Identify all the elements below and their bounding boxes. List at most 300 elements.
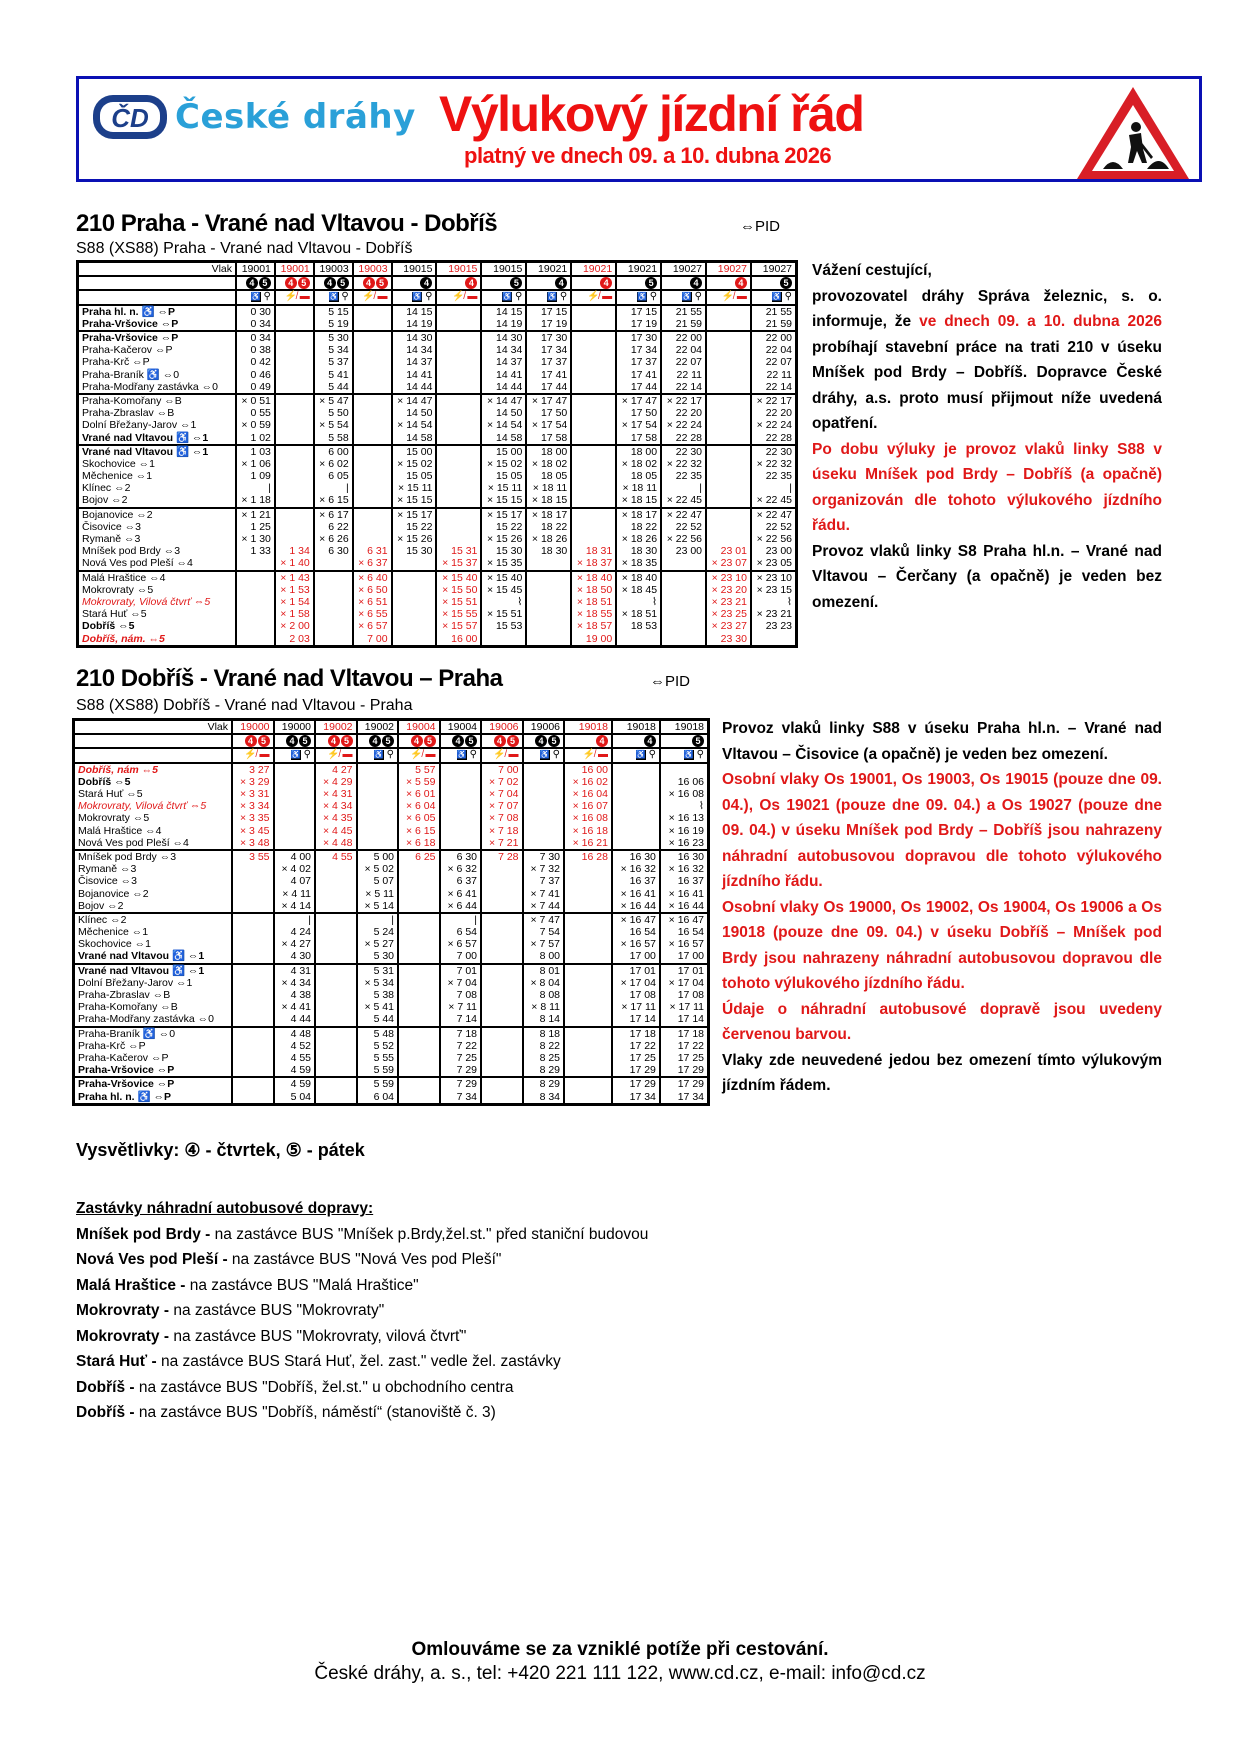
time-cell: 0 34 [236,318,275,331]
wheelchair-icon: ♿ [771,292,782,302]
train-number: 19001 [236,262,275,277]
bus-stop-name: Mokrovraty - [76,1327,174,1345]
time-cell: 7 00 [353,632,392,646]
station-label: Skochovice ⇔1 [78,938,151,951]
time-cell: 17 50 [526,407,571,419]
time-cell [571,482,616,494]
bus-icon: ▬ [595,749,608,761]
time-cell [564,964,612,977]
station-row [74,1077,709,1090]
time-cell: × 5 14 [357,900,399,913]
time-cell [571,521,616,533]
time-cell: 5 04 [274,1090,316,1104]
time-cell [314,584,353,596]
time-cell [236,620,275,632]
time-cell: × 4 45 [315,825,357,837]
time-cell [481,1052,523,1064]
time-cell: 3 55 [232,850,274,863]
bus-stop-item [76,1324,648,1350]
time-cell: × 4 34 [274,977,316,989]
time-cell: 4 52 [274,1040,316,1052]
time-cell: ⌇ [751,596,797,608]
time-cell: 15 05 [481,470,526,482]
station-name [78,369,237,381]
time-cell [436,419,481,431]
table1-pid-badge: ⇔PID [740,218,781,235]
service-icons-cell [275,290,314,304]
day-friday-icon: 5 [382,735,394,747]
time-cell [706,445,751,458]
time-cell: 17 00 [612,950,660,963]
time-cell [526,632,571,646]
time-cell: 4 55 [274,1052,316,1064]
station-name [78,596,237,608]
time-cell [564,1064,612,1077]
time-cell [315,950,357,963]
station-row [78,608,797,620]
time-cell: 22 00 [661,331,706,344]
time-cell [481,875,523,887]
time-cell: × 5 11 [357,887,399,899]
day-thursday-icon: 4 [465,277,477,289]
time-cell: × 16 41 [612,887,660,899]
time-cell [353,394,392,407]
time-cell [436,331,481,344]
time-cell [392,557,437,570]
station-row [78,356,797,368]
time-cell [274,837,316,850]
time-cell: 14 58 [481,431,526,444]
time-cell: 1 33 [236,545,275,557]
time-cell: 17 00 [660,950,709,963]
time-cell [232,938,274,950]
time-cell: 15 05 [392,470,437,482]
time-cell [706,431,751,444]
station-name [78,318,237,331]
time-cell: × 7 08 [481,812,523,824]
time-cell [706,331,751,344]
time-cell: × 1 43 [275,571,314,584]
time-cell [232,964,274,977]
time-cell [357,788,399,800]
table2-title: 210 Dobříš - Vrané nad Vltavou – Praha [76,665,503,692]
time-cell: 0 42 [236,356,275,368]
station-name [78,305,237,318]
day-friday-icon: 5 [645,277,657,289]
time-cell: × 22 24 [751,419,797,431]
bus-stop-description: na zastávce BUS "Dobříš, žel.st." u obchodního centra [138,1378,514,1396]
bus-stop-description: na zastávce BUS "Malá Hraštice" [189,1276,419,1294]
time-cell: × 6 50 [353,584,392,596]
time-cell: 6 30 [314,545,353,557]
bicycle-icon: ⚲ [338,291,349,303]
station-label: Klínec ⇔2 [78,913,127,926]
time-cell: 18 05 [526,470,571,482]
train-number: 19015 [481,262,526,277]
station-row [78,470,797,482]
time-cell: 17 22 [660,1040,709,1052]
time-cell: × 4 11 [274,887,316,899]
station-row [78,521,797,533]
time-cell: 5 50 [314,407,353,419]
time-cell: 17 14 [660,1013,709,1026]
time-cell: 23 00 [661,545,706,557]
time-cell: × 23 10 [706,571,751,584]
time-cell [661,557,706,570]
time-cell: × 16 07 [564,800,612,812]
time-cell [398,875,440,887]
station-label: Dobříš, nám ⇔5 [78,763,158,776]
service-icons-cell [436,290,481,304]
service-icons-cell [398,748,440,762]
station-name [78,344,237,356]
station-label: Bojov ⇔2 [82,494,128,507]
time-cell [706,482,751,494]
time-cell [706,369,751,381]
station-row [74,989,709,1001]
time-cell: 0 38 [236,344,275,356]
notice-paragraph [722,767,1162,895]
station-row [78,369,797,381]
station-name [74,1027,233,1040]
time-cell [661,608,706,620]
day-friday-icon: 5 [510,277,522,289]
service-icons-cell [236,290,275,304]
notice-paragraph [722,1048,1162,1099]
svg-text:ČD: ČD [111,103,149,133]
time-cell: 14 44 [392,381,437,394]
operating-days-cell [274,734,316,748]
time-cell: × 6 15 [314,494,353,507]
time-cell [564,1090,612,1104]
station-label: Bojanovice ⇔2 [82,508,153,521]
replacement-bus-stops [76,1196,648,1426]
station-row [74,950,709,963]
service-icons-cell [526,290,571,304]
train-number: 19027 [751,262,797,277]
operating-days-cell [481,276,526,290]
station-name [78,545,237,557]
time-cell: × 7 47 [523,913,565,926]
time-cell [232,900,274,913]
time-cell [706,419,751,431]
time-cell [398,863,440,875]
bicycle-icon: ⚲ [781,291,792,303]
station-row [78,381,797,394]
train-number-row [78,262,797,277]
time-cell: 5 52 [357,1040,399,1052]
time-cell: × 4 31 [315,788,357,800]
time-cell: × 16 47 [660,913,709,926]
time-cell [526,571,571,584]
station-name [74,825,233,837]
time-cell: × 16 18 [564,825,612,837]
station-row [74,763,709,776]
service-icons-cell [481,748,523,762]
legend-friday: - pátek [301,1140,365,1160]
time-cell: × 6 57 [440,938,482,950]
time-cell [275,494,314,507]
time-cell: 14 30 [392,331,437,344]
no-wheelchair-icon: ⚡̸ [284,291,297,303]
time-cell [612,825,660,837]
time-cell: × 17 47 [616,394,661,407]
bus-stop-item [76,1222,648,1248]
time-cell: × 22 56 [661,533,706,545]
time-cell: × 17 04 [612,977,660,989]
time-cell [275,533,314,545]
time-cell: × 18 17 [616,508,661,521]
day-thursday-icon: 4 [600,277,612,289]
time-cell: 0 49 [236,381,275,394]
bus-stop-description: na zastávce BUS "Nová Ves pod Pleší" [231,1251,502,1268]
time-cell: 4 55 [315,850,357,863]
time-cell [571,445,616,458]
time-cell [706,494,751,507]
time-cell [481,1064,523,1077]
time-cell: 18 53 [616,620,661,632]
day-friday-icon: 5 [298,277,310,289]
notice-text: Osobní vlaky Os 19001, Os 19003, Os 19015 (pouze dne 09. 04.), Os 19021 (pouze dne 09. 04.) a Os 19027 (pouze dne 09. 04.) v úseku Mníšek pod Brdy – Dobříš jsou nahrazeny náhradní autobusovou dopravou dle tohoto výlukového jízdního řádu. [722,771,1162,890]
time-cell [398,1040,440,1052]
time-cell [353,356,392,368]
service-icons-cell [571,290,616,304]
time-cell [275,369,314,381]
time-cell: × 6 04 [398,800,440,812]
station-row [78,508,797,521]
time-cell: × 16 41 [660,887,709,899]
bus-icon: ▬ [464,291,478,303]
station-row [74,913,709,926]
time-cell [481,1040,523,1052]
time-cell [315,913,357,926]
time-cell: 17 29 [660,1077,709,1090]
bus-stop-description: na zastávce BUS "Mokrovraty, vilová čtvrť" [173,1327,467,1345]
time-cell [232,1013,274,1026]
time-cell: 14 41 [392,369,437,381]
day-friday-icon: 5 [337,277,349,289]
station-label: Bojanovice ⇔2 [78,887,149,900]
time-cell: × 15 26 [481,533,526,545]
bicycle-icon: ⚲ [646,291,658,303]
time-cell: × 5 27 [357,938,399,950]
time-cell: × 14 54 [392,419,437,431]
station-row [78,331,797,344]
time-cell: 21 59 [751,318,797,331]
time-cell: 14 41 [481,369,526,381]
time-cell [612,800,660,812]
time-cell [481,1001,523,1013]
station-name [74,1064,233,1077]
station-row [74,863,709,875]
wheelchair-icon: ♿ [250,292,261,302]
table1-title: 210 Praha - Vrané nad Vltavou - Dobříš [76,210,498,237]
time-cell: × 6 41 [440,887,482,899]
time-cell: × 23 10 [751,571,797,584]
operating-days-cell [481,734,523,748]
bus-icon: ▬ [422,749,436,761]
wheelchair-icon: ♿ [456,750,467,760]
time-cell: 7 22 [440,1040,482,1052]
train-number: 19015 [392,262,437,277]
station-row [74,776,709,788]
time-cell: 1 09 [236,470,275,482]
operating-days-cell [392,276,437,290]
time-cell [523,763,565,776]
station-name [78,584,237,596]
time-cell [398,887,440,899]
time-cell: 14 30 [481,331,526,344]
day-thursday-icon: 4 [420,277,432,289]
notice-text: Provoz vlaků linky S88 v úseku Praha hl.n. – Vrané nad Vltavou – Čisovice (a opačně) je veden bez omezení. [722,720,1162,763]
station-label: Nová Ves pod Pleší ⇔4 [78,836,189,849]
time-cell [315,989,357,1001]
bus-icon: ▬ [297,291,310,303]
station-label: Čisovice ⇔3 [78,875,137,888]
time-cell: × 16 08 [564,812,612,824]
station-label: Mokrovraty, Vilová čtvrť ⇔5 [78,800,207,813]
time-cell [564,1013,612,1026]
days-label-cell [74,734,233,748]
station-label: Praha hl. n. ♿ ⇔P [82,305,176,318]
time-cell [706,508,751,521]
time-cell: 15 22 [481,521,526,533]
time-cell [526,596,571,608]
time-cell: 22 11 [751,369,797,381]
station-label: Praha-Vršovice ⇔P [78,1064,175,1077]
time-cell [398,1013,440,1026]
bus-stop-description: na zastávce BUS "Dobříš, náměstí“ (stanoviště č. 3) [138,1404,496,1421]
station-label: Vrané nad Vltavou ♿ ⇔1 [78,964,205,977]
time-cell: 5 00 [357,850,399,863]
time-cell [481,900,523,913]
time-cell: × 7 57 [523,938,565,950]
time-cell: 23 01 [706,545,751,557]
time-cell [436,508,481,521]
time-cell: 6 04 [357,1090,399,1104]
station-name [74,800,233,812]
time-cell: 4 59 [274,1064,316,1077]
time-cell: 17 19 [526,318,571,331]
train-label: Vlak [78,262,237,277]
time-cell: 5 44 [314,381,353,394]
time-cell [392,596,437,608]
time-cell: 8 29 [523,1077,565,1090]
station-name [74,887,233,899]
time-cell [436,482,481,494]
time-cell: × 14 54 [481,419,526,431]
notice-paragraph [722,895,1162,997]
time-cell: 5 48 [357,1027,399,1040]
time-cell [275,470,314,482]
time-cell [274,788,316,800]
operating-days-cell [616,276,661,290]
bicycle-icon: ⚲ [549,749,560,761]
time-cell: 22 28 [751,431,797,444]
bus-icon: ▬ [256,749,270,761]
station-label: Vrané nad Vltavou ♿ ⇔1 [78,950,205,963]
wheelchair-icon: ♿ [683,750,694,760]
station-label: Praha-Vršovice ⇔P [82,317,179,330]
time-cell [661,571,706,584]
time-cell: × 4 41 [274,1001,316,1013]
station-name [74,850,233,863]
time-cell: | [314,482,353,494]
time-cell: 7 14 [440,1013,482,1026]
time-cell [315,964,357,977]
time-cell: 1 02 [236,431,275,444]
station-row [74,875,709,887]
time-cell: 6 31 [353,545,392,557]
station-row [78,545,797,557]
station-name [74,938,233,950]
time-cell: 6 05 [314,470,353,482]
time-cell [353,318,392,331]
time-cell [314,557,353,570]
time-cell: 17 37 [616,356,661,368]
time-cell: × 4 02 [274,863,316,875]
day-thursday-icon: 4 [363,277,375,289]
time-cell [481,863,523,875]
time-cell [314,632,353,646]
time-cell: × 15 55 [436,608,481,620]
day-thursday-icon: 4 [535,735,547,747]
operating-days-cell [661,276,706,290]
time-cell [357,825,399,837]
time-cell: × 7 41 [523,887,565,899]
time-cell: 22 04 [661,344,706,356]
time-cell: × 7 32 [523,863,565,875]
time-cell: 4 38 [274,989,316,1001]
time-cell [660,763,709,776]
time-cell [392,584,437,596]
page-title: Výlukový jízdní řád [439,86,864,142]
time-cell [275,305,314,318]
days-label-cell [78,276,237,290]
notice-text: Údaje o náhradní autobusové dopravě jsou uvedeny červenou barvou. [722,1000,1162,1043]
time-cell: 16 00 [564,763,612,776]
station-name [74,964,233,977]
time-cell [481,926,523,938]
station-label: Mníšek pod Brdy ⇔3 [78,850,177,863]
time-cell: × 18 50 [571,584,616,596]
time-cell [315,926,357,938]
time-cell: 4 48 [274,1027,316,1040]
apology-text: Omlouváme se za vzniklé potíže při cestování. [411,1639,829,1660]
station-label: Praha hl. n. ♿ ⇔P [78,1090,172,1103]
time-cell: 5 34 [314,344,353,356]
time-cell: 14 37 [481,356,526,368]
time-cell [232,875,274,887]
station-label: Klínec ⇔2 [82,482,131,495]
station-row [78,305,797,318]
station-row [74,887,709,899]
notice-text: ve dnech 09. a 10. dubna 2026 [919,313,1162,330]
time-cell: 5 30 [357,950,399,963]
station-label: Dolní Břežany-Jarov ⇔1 [82,419,197,432]
time-cell: 17 34 [526,344,571,356]
time-cell: 4 24 [274,926,316,938]
time-cell: × 18 51 [616,608,661,620]
time-cell: × 7 11 [440,1001,482,1013]
no-wheelchair-icon: ⚡̸ [493,749,506,761]
station-label: Praha-Modřany zastávka ⇔0 [78,1013,214,1026]
service-icons-cell [612,748,660,762]
time-cell: × 16 21 [564,837,612,850]
service-icons-cell [660,748,709,762]
time-cell [236,571,275,584]
operating-days-cell [571,276,616,290]
